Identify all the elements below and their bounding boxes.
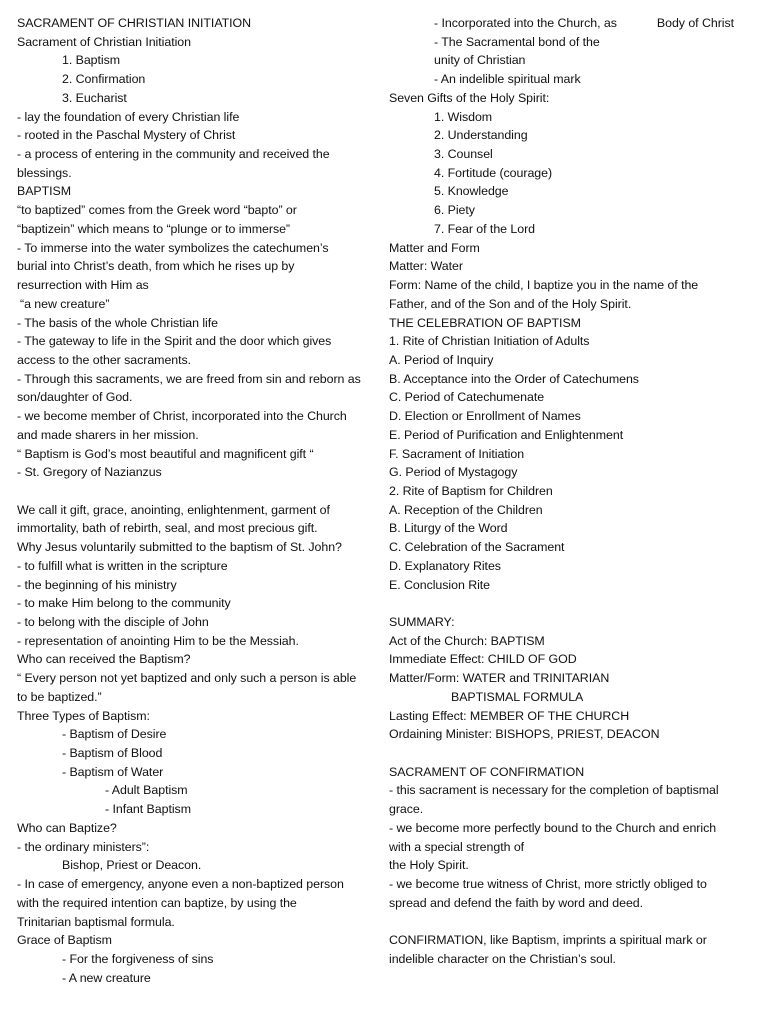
line-text: Father, and of the Son and of the Holy Spirit. (389, 296, 632, 311)
left-column-line (17, 725, 377, 744)
line-text: B. Liturgy of the Word (389, 521, 508, 536)
right-column-line (389, 838, 761, 857)
right-column-line (389, 800, 761, 819)
left-column-line (17, 632, 377, 651)
line-text: - representation of anointing Him to be the Messiah. (17, 633, 299, 648)
line-text: blessings. (17, 165, 72, 180)
right-column-line (389, 407, 761, 426)
right-column-line (389, 594, 761, 613)
line-text: 1. Rite of Christian Initiation of Adults (389, 334, 590, 349)
right-column-line (389, 557, 761, 576)
left-column-line (17, 33, 377, 52)
left-column-line (17, 763, 377, 782)
line-text: Three Types of Baptism: (17, 708, 150, 723)
left-column-line (17, 913, 377, 932)
right-column-line (389, 819, 761, 838)
line-text: Form: Name of the child, I baptize you in the name of the (389, 278, 699, 293)
line-text: Act of the Church: BAPTISM (389, 633, 545, 648)
left-column (17, 14, 377, 987)
line-text: - Infant Baptism (105, 802, 191, 817)
right-column-line (389, 688, 761, 707)
line-text: - to belong with the disciple of John (17, 615, 209, 629)
line-text: B. Acceptance into the Order of Catechumens (389, 371, 639, 386)
line-text: 3. Counsel (434, 147, 493, 162)
left-column-line (17, 239, 377, 258)
left-column-line (17, 856, 377, 875)
line-text: 7. Fear of the Lord (434, 221, 535, 236)
line-text: BAPTISMAL FORMULA (451, 689, 584, 704)
line-text: Why Jesus voluntarily submitted to the baptism of St. John? (17, 540, 342, 555)
right-column-line (389, 89, 761, 108)
right-column-line (389, 182, 761, 201)
left-column-line (17, 969, 377, 988)
right-column-line (389, 613, 761, 632)
line-text: 4. Fortitude (courage) (434, 165, 553, 180)
line-text: BAPTISM (17, 184, 72, 199)
line-text: burial into Christ’s death, from which he rises up by (17, 259, 295, 274)
right-column-line (389, 650, 761, 669)
line-text: - Adult Baptism (105, 783, 188, 798)
line-text: THE CELEBRATION OF BAPTISM (389, 315, 581, 330)
left-column-line (17, 426, 377, 445)
right-column-line (389, 276, 761, 295)
right-column-line (389, 351, 761, 370)
line-text: indelible character on the Christian’s soul. (389, 951, 616, 966)
right-column-line (389, 257, 761, 276)
line-text: A. Period of Inquiry (389, 352, 494, 367)
line-text: 2. Confirmation (62, 72, 146, 87)
line-text: D. Election or Enrollment of Names (389, 409, 581, 424)
line-text: and made sharers in her mission. (17, 427, 199, 442)
left-column-line (17, 445, 377, 464)
left-column-line (17, 819, 377, 838)
left-column-line (17, 351, 377, 370)
left-column-line (17, 407, 377, 426)
left-column-line (17, 650, 377, 669)
right-column-line (389, 519, 761, 538)
right-column-line (389, 931, 761, 950)
line-text: grace. (389, 802, 424, 817)
line-text: - The gateway to life in the Spirit and the door which gives (17, 334, 332, 349)
left-column-line (17, 164, 377, 183)
right-column-line (389, 950, 761, 969)
line-text: 1. Baptism (62, 53, 121, 68)
line-text: resurrection with Him as (17, 278, 149, 293)
line-text: - Baptism of Blood (62, 746, 163, 761)
line-text: - Baptism of Water (62, 764, 164, 779)
line-text: D. Explanatory Rites (389, 558, 501, 573)
right-column-line (389, 669, 761, 688)
line-text: immortality, bath of rebirth, seal, and most precious gift. (17, 521, 318, 536)
line-text: unity of Christian (434, 53, 526, 68)
right-column-line (389, 220, 761, 239)
line-text: 3. Eucharist (62, 90, 127, 105)
right-column-line (389, 332, 761, 351)
line-text: with the required intention can baptize, by using the (17, 895, 297, 910)
left-column-line (17, 14, 377, 33)
line-text: - A new creature (62, 970, 151, 985)
line-text: - Baptism of Desire (62, 727, 167, 742)
right-column-line (389, 370, 761, 389)
line-text: access to the other sacraments. (17, 352, 192, 367)
line-text: E. Conclusion Rite (389, 577, 491, 592)
right-column-line (389, 108, 761, 127)
line-text: - lay the foundation of every Christian life (17, 109, 240, 124)
right-column-line (389, 314, 761, 333)
left-column-line (17, 182, 377, 201)
line-text: Who can Baptize? (17, 820, 117, 835)
line-text: - For the forgiveness of sins (62, 951, 214, 966)
left-column-line (17, 613, 377, 632)
right-column-line (389, 707, 761, 726)
line-text: Immediate Effect: CHILD OF GOD (389, 652, 577, 667)
line-text: - In case of emergency, anyone even a non-baptized person (17, 877, 344, 892)
right-column-line (389, 51, 761, 70)
line-text: SUMMARY: (389, 615, 455, 629)
line-text: - To immerse into the water symbolizes the catechumen’s (17, 240, 329, 255)
line-text: 2. Understanding (434, 128, 528, 143)
left-column-line (17, 388, 377, 407)
line-text: E. Period of Purification and Enlightenment (389, 427, 624, 442)
right-column-line (389, 482, 761, 501)
line-text: - we become true witness of Christ, more strictly obliged to (389, 877, 707, 892)
line-text: Seven Gifts of the Holy Spirit: (389, 90, 550, 105)
line-text: - The basis of the whole Christian life (17, 315, 218, 330)
left-column-line (17, 370, 377, 389)
line-text: F. Sacrament of Initiation (389, 446, 525, 461)
left-column-line (17, 51, 377, 70)
left-column-line (17, 295, 377, 314)
line-text: - Through this sacraments, we are freed from sin and reborn as (17, 371, 361, 386)
line-text: CONFIRMATION, like Baptism, imprints a spiritual mark or (389, 933, 707, 948)
line-text: spread and defend the faith by word and deed. (389, 895, 644, 910)
right-column-line (389, 14, 761, 33)
line-text: Sacrament of Christian Initiation (17, 34, 191, 49)
line-text: with a special strength of (389, 839, 525, 854)
left-column-line (17, 482, 377, 501)
right-column-line (389, 875, 761, 894)
left-column-line (17, 332, 377, 351)
left-column-line (17, 557, 377, 576)
left-column-line (17, 688, 377, 707)
line-text: SACRAMENT OF CHRISTIAN INITIATION (17, 16, 252, 30)
line-text: - we become member of Christ, incorporated into the Church (17, 409, 347, 424)
right-column-line (389, 856, 761, 875)
left-column-line (17, 314, 377, 333)
line-text: to be baptized.” (17, 689, 102, 704)
left-column-line (17, 669, 377, 688)
line-text: Ordaining Minister: BISHOPS, PRIEST, DEACON (389, 727, 660, 742)
line-text: “a new creature” (20, 296, 110, 311)
line-text: Who can received the Baptism? (17, 652, 191, 667)
line-text: - to make Him belong to the community (17, 596, 231, 611)
line-text: - to fulfill what is written in the scripture (17, 558, 228, 573)
left-column-line (17, 519, 377, 538)
left-column-line (17, 538, 377, 557)
line-text: 5. Knowledge (434, 184, 509, 199)
right-column-line (389, 70, 761, 89)
line-text: “ Every person not yet baptized and only such a person is able (17, 671, 357, 686)
left-column-line (17, 501, 377, 520)
right-column-line (389, 538, 761, 557)
line-text: - this sacrament is necessary for the completion of baptismal (389, 783, 719, 798)
line-text: Lasting Effect: MEMBER OF THE CHURCH (389, 708, 630, 723)
line-text: - Incorporated into the Church, as (434, 16, 617, 30)
line-text: - a process of entering in the community and received the (17, 147, 330, 162)
left-column-line (17, 931, 377, 950)
right-column-line (389, 744, 761, 763)
right-column-line (389, 295, 761, 314)
left-column-line (17, 781, 377, 800)
left-column-line (17, 257, 377, 276)
line-text: Matter and Form (389, 240, 480, 255)
right-column-line (389, 725, 761, 744)
line-text: We call it gift, grace, anointing, enlightenment, garment of (17, 502, 330, 517)
line-text: A. Reception of the Children (389, 502, 543, 517)
left-column-line (17, 145, 377, 164)
line-text: C. Period of Catechumenate (389, 390, 545, 405)
line-text: 2. Rite of Baptism for Children (389, 483, 553, 498)
right-column-line (389, 501, 761, 520)
left-column-line (17, 594, 377, 613)
left-column-line (17, 108, 377, 127)
line-text: Matter: Water (389, 259, 463, 274)
right-column-line (389, 445, 761, 464)
left-column-line (17, 89, 377, 108)
right-column-line (389, 463, 761, 482)
line-text: “ Baptism is God’s most beautiful and magnificent gift “ (17, 446, 314, 461)
line-text: - the ordinary ministers”: (17, 839, 150, 854)
line-text: G. Period of Mystagogy (389, 465, 518, 480)
right-column-line (389, 145, 761, 164)
line-text: - St. Gregory of Nazianzus (17, 465, 162, 480)
left-column-line (17, 201, 377, 220)
line-text: Matter/Form: WATER and TRINITARIAN (389, 671, 610, 686)
line-text: - The Sacramental bond of the (434, 34, 600, 49)
right-column-line (389, 781, 761, 800)
line-text: “to baptized” comes from the Greek word “bapto” or (17, 203, 297, 218)
right-column (389, 14, 761, 969)
line-text: SACRAMENT OF CONFIRMATION (389, 764, 585, 779)
line-text: C. Celebration of the Sacrament (389, 540, 565, 555)
line-text: Grace of Baptism (17, 933, 112, 948)
line-text: the Holy Spirit. (389, 858, 469, 873)
right-column-line (389, 913, 761, 932)
left-column-line (17, 126, 377, 145)
line-text: 6. Piety (434, 203, 475, 218)
line-text: son/daughter of God. (17, 390, 133, 405)
right-column-line (389, 576, 761, 595)
left-column-line (17, 838, 377, 857)
line-text: - An indelible spiritual mark (434, 72, 581, 87)
line-text: Bishop, Priest or Deacon. (62, 858, 202, 873)
left-column-line (17, 950, 377, 969)
line-text: Trinitarian baptismal formula. (17, 914, 175, 929)
left-column-line (17, 800, 377, 819)
line-text: - the beginning of his ministry (17, 577, 177, 592)
left-column-line (17, 463, 377, 482)
line-text: - rooted in the Paschal Mystery of Christ (17, 128, 236, 143)
line-text: “baptizein” which means to “plunge or to immerse” (17, 221, 291, 236)
right-column-line (389, 388, 761, 407)
right-column-line (389, 33, 761, 52)
right-column-line (389, 763, 761, 782)
left-column-line (17, 875, 377, 894)
right-column-line (389, 126, 761, 145)
left-column-line (17, 70, 377, 89)
right-column-line (389, 201, 761, 220)
line-text: - we become more perfectly bound to the Church and enrich (389, 820, 717, 835)
left-column-line (17, 276, 377, 295)
right-column-line (389, 894, 761, 913)
left-column-line (17, 220, 377, 239)
left-column-line (17, 576, 377, 595)
right-column-line (389, 239, 761, 258)
right-column-line (389, 632, 761, 651)
line-extra-text: Body of Christ (656, 16, 735, 30)
right-column-line (389, 426, 761, 445)
line-text: 1. Wisdom (434, 109, 493, 124)
left-column-line (17, 707, 377, 726)
left-column-line (17, 894, 377, 913)
left-column-line (17, 744, 377, 763)
right-column-line (389, 164, 761, 183)
